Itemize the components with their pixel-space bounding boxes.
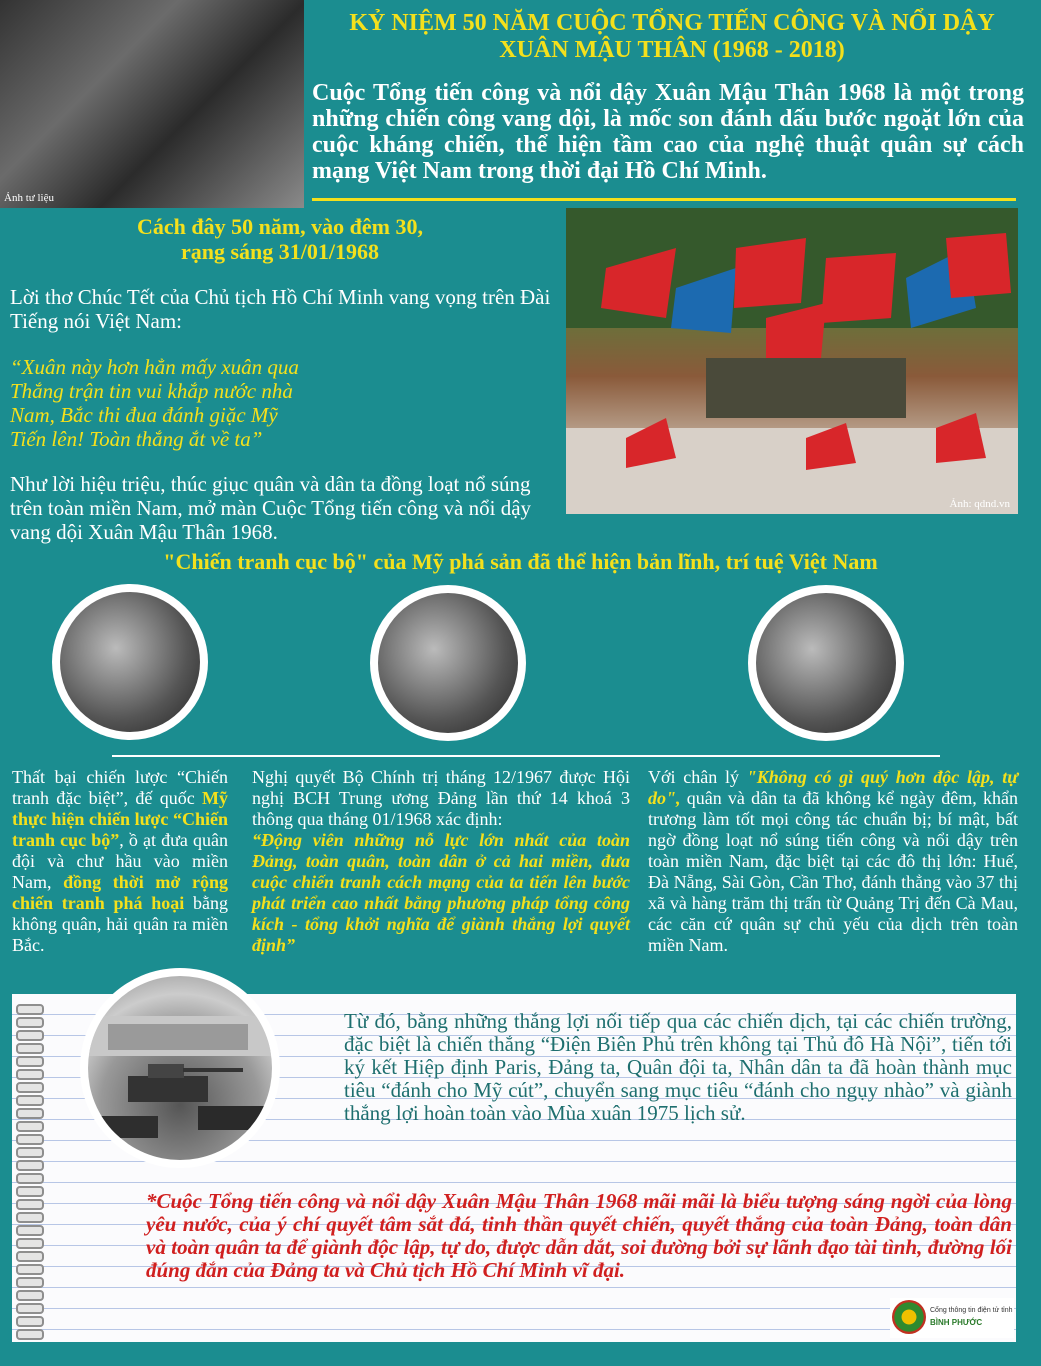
spiral-ring bbox=[16, 1316, 44, 1327]
meeting-image bbox=[378, 593, 518, 733]
spiral-ring bbox=[16, 1264, 44, 1275]
spiral-ring bbox=[16, 1043, 44, 1054]
spiral-ring bbox=[16, 1303, 44, 1314]
column-independence bbox=[648, 767, 1018, 956]
col1-highlight-2: đồng thời mở rộng chiến tranh phá hoại bbox=[12, 872, 228, 913]
col2-quote: “Động viên những nỗ lực lớn nhất của toàn Đảng, toàn quân, toàn dân ở cả hai miền, đưa cuộc chiến tranh cách mạng của ta tiến lên bước phát triển cao nhất bằng phương pháp tổng công kích - tổng khởi nghĩa để giành thắng lợi quyết định” bbox=[252, 830, 630, 955]
notebook-spiral bbox=[12, 994, 42, 1342]
column-special-war bbox=[12, 767, 228, 956]
circle-photo-tanks bbox=[80, 968, 280, 1168]
spiral-ring bbox=[16, 1277, 44, 1288]
title-line-1: KỶ NIỆM 50 NĂM CUỘC TỔNG TIẾN CÔNG VÀ NỔI DẬY bbox=[349, 10, 995, 36]
spiral-ring bbox=[16, 1121, 44, 1132]
parade-flags-photo bbox=[566, 208, 1018, 514]
page-title bbox=[312, 10, 1032, 64]
spiral-ring bbox=[16, 1069, 44, 1080]
col2-text: Nghị quyết Bộ Chính trị tháng 12/1967 được Hội nghị BCH Trung ương Đảng lần thứ 14 khoá 3 thông qua tháng 01/1968 xác định: bbox=[252, 767, 630, 829]
circle-photo-soldiers bbox=[748, 585, 904, 741]
spiral-ring bbox=[16, 1212, 44, 1223]
col1-text-3: bằng không quân, hải quân ra miền Bắc. bbox=[12, 893, 228, 955]
historic-photo-meeting bbox=[0, 0, 304, 208]
spiral-ring bbox=[16, 1108, 44, 1119]
section1-heading-line-1: Cách đây 50 năm, vào đêm 30, bbox=[136, 214, 423, 239]
poem-line-1: “Xuân này hơn hẳn mấy xuân qua bbox=[10, 355, 299, 379]
section2-heading: "Chiến tranh cục bộ" của Mỹ phá sản đã thể hiện bản lĩnh, trí tuệ Việt Nam bbox=[163, 549, 878, 574]
photo-credit-top: Ảnh tư liệu bbox=[4, 192, 54, 204]
spiral-ring bbox=[16, 1160, 44, 1171]
spiral-ring bbox=[16, 1030, 44, 1041]
circle-photo-meeting bbox=[370, 585, 526, 741]
spiral-ring bbox=[16, 1017, 44, 1028]
col1-text-2: , ồ ạt đưa quân đội và chư hầu vào miền Nam, bbox=[12, 830, 228, 892]
poem-line-4: Tiến lên! Toàn thắng ắt về ta” bbox=[10, 427, 263, 451]
spiral-ring bbox=[16, 1134, 44, 1145]
intro-paragraph: Cuộc Tổng tiến công và nổi dậy Xuân Mậu Thân 1968 là một trong những chiến công vang dội, là mốc son đánh dấu bước ngoặt lớn của cuộc kháng chiến, thể hiện tầm cao của nghệ thuật quân sự cách mạng Việt Nam trong thời đại Hồ Chí Minh. bbox=[312, 80, 1024, 184]
poem-lead-text: Lời thơ Chúc Tết của Chủ tịch Hồ Chí Minh vang vọng trên Đài Tiếng nói Việt Nam: bbox=[10, 285, 551, 333]
col1-highlight-1: Mỹ thực hiện chiến lược “Chiến tranh cục bộ” bbox=[12, 788, 228, 850]
col1-text-1: Thất bại chiến lược “Chiến tranh đặc biệt”, đế quốc bbox=[12, 767, 228, 808]
col3-text-1: Với chân lý bbox=[648, 767, 747, 787]
tank-illustration bbox=[88, 976, 272, 1160]
portal-logo[interactable] bbox=[890, 1298, 1014, 1338]
spiral-ring bbox=[16, 1173, 44, 1184]
column-resolution bbox=[252, 767, 630, 956]
title-line-2: XUÂN MẬU THÂN (1968 - 2018) bbox=[499, 37, 845, 63]
binh-phuoc-emblem-icon bbox=[892, 1300, 926, 1334]
logo-line-1: Cổng thông tin điện tử tỉnh bbox=[930, 1307, 1013, 1314]
call-paragraph: Như lời hiệu triệu, thúc giục quân và dân ta đồng loạt nổ súng trên toàn miền Nam, mở màn Cuộc Tổng tiến công và nổi dậy vang dội Xuân Mậu Thân 1968. bbox=[10, 472, 532, 544]
intro-divider bbox=[312, 198, 1016, 201]
photo-credit-parade: Ảnh: qdnd.vn bbox=[949, 498, 1010, 510]
circle-photo-helicopters bbox=[52, 584, 208, 740]
poem bbox=[10, 355, 558, 451]
poem-line-2: Thắng trận tin vui khắp nước nhà bbox=[10, 379, 293, 403]
spiral-ring bbox=[16, 1082, 44, 1093]
spiral-ring bbox=[16, 1186, 44, 1197]
section1-heading bbox=[10, 214, 550, 264]
spiral-ring bbox=[16, 1056, 44, 1067]
section2-divider bbox=[112, 755, 940, 757]
spiral-ring bbox=[16, 1147, 44, 1158]
helicopter-image bbox=[60, 592, 200, 732]
col3-text-2: quân và dân ta đã không kể ngày đêm, khẩn trương làm tốt mọi công tác chuẩn bị; bí mật, bất ngờ đồng loạt nổ súng tiến công và nổi dậy trên toàn miền Nam, đặc biệt tại các đô thị lớn: Huế, Đà Nẵng, Sài Gòn, Cần Thơ, đánh thẳng vào 37 thị xã và hàng trăm thị trấn từ Quảng Trị đến Cà Mau, các căn cứ quân sự chủ yếu của dịch trên toàn miền Nam. bbox=[648, 788, 1018, 955]
parade-illustration bbox=[566, 208, 1018, 514]
tank-image bbox=[88, 976, 272, 1160]
section1-heading-line-2: rạng sáng 31/01/1968 bbox=[180, 239, 380, 264]
spiral-ring bbox=[16, 1199, 44, 1210]
spiral-ring bbox=[16, 1290, 44, 1301]
spiral-ring bbox=[16, 1238, 44, 1249]
soldiers-image bbox=[756, 593, 896, 733]
poem-line-3: Nam, Bắc thi đua đánh giặc Mỹ bbox=[10, 403, 278, 427]
notebook-conclusion: *Cuộc Tổng tiến công và nổi dậy Xuân Mậu Thân 1968 mãi mãi là biểu tượng sáng ngời của lòng yêu nước, của ý chí quyết tâm sắt đá, tinh thần quyết chiến, quyết thắng của toàn Đảng, toàn dân và toàn quân ta để giành độc lập, tự do, được dẫn dắt, soi đường bởi sự lãnh đạo tài tình, đường lối đúng đắn của Đảng ta và Chủ tịch Hồ Chí Minh vĩ đại. bbox=[146, 1189, 1012, 1282]
logo-line-2: BÌNH PHƯỚC bbox=[930, 1318, 983, 1327]
spiral-ring bbox=[16, 1095, 44, 1106]
spiral-ring bbox=[16, 1004, 44, 1015]
notebook-paragraph: Từ đó, bằng những thắng lợi nối tiếp qua các chiến dịch, tại các chiến trường, đặc biệt là chiến thắng “Điện Biên Phủ trên không tại Thủ đô Hà Nội”, tiến tới ký kết Hiệp định Paris, Đảng ta, Quân đội ta, Nhân dân ta đã hoàn thành mục tiêu “đánh cho Mỹ cút”, chuyển sang mục tiêu “đánh cho ngụy nhào” và giành thắng lợi hoàn toàn vào Mùa xuân 1975 lịch sử. bbox=[344, 1009, 1012, 1125]
spiral-ring bbox=[16, 1225, 44, 1236]
col3-quote: "Không có gì quý hơn độc lập, tự do", bbox=[648, 767, 1019, 808]
spiral-ring bbox=[16, 1251, 44, 1262]
spiral-ring bbox=[16, 1329, 44, 1340]
